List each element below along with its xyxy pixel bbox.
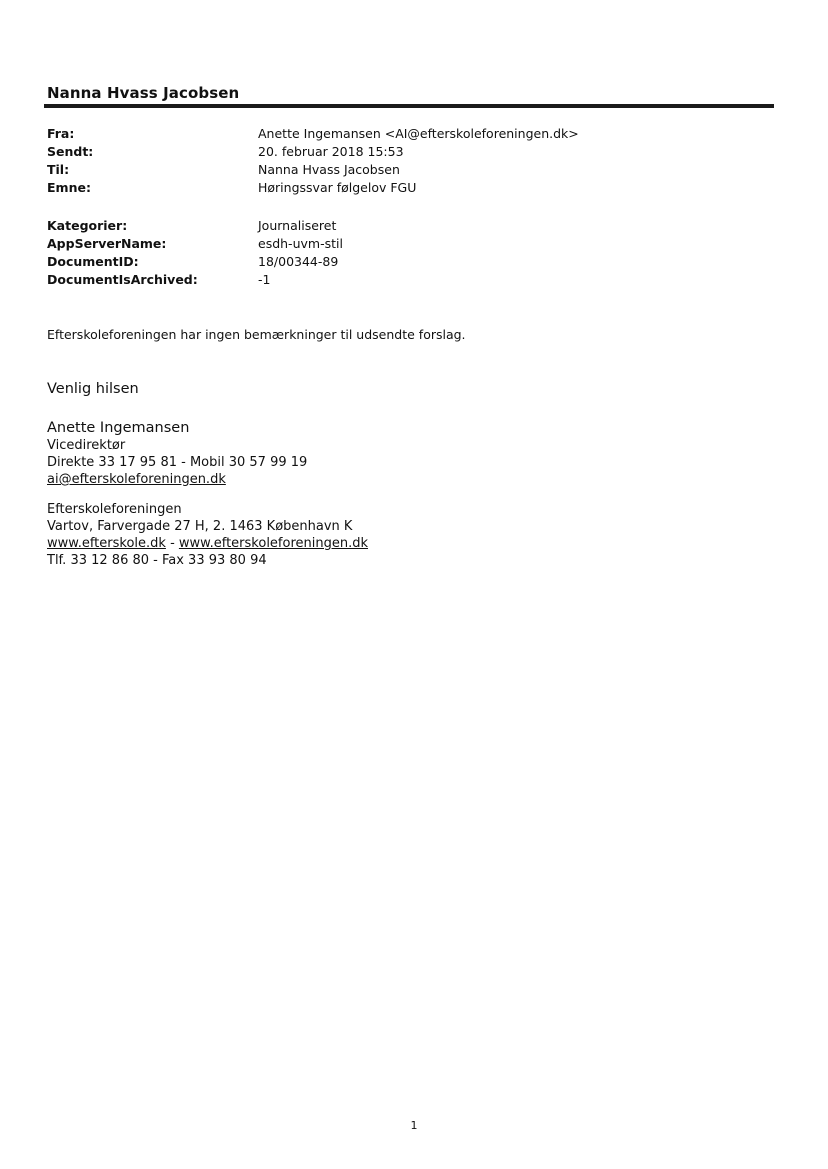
meta-label: Fra: — [47, 126, 75, 141]
signature-phone: Direkte 33 17 95 81 - Mobil 30 57 99 19 — [47, 455, 308, 470]
meta-value: 18/00344-89 — [258, 254, 339, 269]
website-link-efterskoleforeningen[interactable]: www.efterskoleforeningen.dk — [178, 536, 369, 551]
meta-label: Til: — [47, 162, 70, 177]
meta-value: Journaliseret — [258, 218, 337, 233]
link-separator: - — [165, 536, 179, 551]
email-property-fields — [47, 217, 343, 289]
signature-email-link[interactable]: ai@efterskoleforeningen.dk — [47, 472, 226, 487]
meta-label: AppServerName: — [47, 236, 167, 251]
signature-org-name: Efterskoleforeningen — [47, 502, 182, 517]
meta-row-from — [47, 125, 579, 143]
email-greeting: Venlig hilsen — [47, 381, 139, 397]
meta-row-appservername — [47, 235, 343, 253]
signature-title: Vicedirektør — [47, 438, 126, 453]
meta-row-documentisarchived — [47, 271, 343, 289]
page-number: 1 — [410, 1119, 418, 1132]
header-divider — [44, 104, 774, 108]
meta-label: Emne: — [47, 180, 91, 195]
email-header-fields — [47, 125, 579, 197]
meta-value: Nanna Hvass Jacobsen — [258, 162, 400, 177]
signature-links — [47, 535, 368, 552]
meta-label: DocumentIsArchived: — [47, 272, 198, 287]
meta-value: Anette Ingemansen <AI@efterskoleforeningen.dk> — [258, 126, 579, 141]
meta-value: -1 — [258, 272, 271, 287]
meta-label: DocumentID: — [47, 254, 139, 269]
meta-row-sent — [47, 143, 579, 161]
meta-row-to — [47, 161, 579, 179]
mailbox-owner-name: Nanna Hvass Jacobsen — [47, 84, 240, 102]
meta-row-categories — [47, 217, 343, 235]
meta-label: Sendt: — [47, 144, 94, 159]
meta-value: 20. februar 2018 15:53 — [258, 144, 404, 159]
meta-row-subject — [47, 179, 579, 197]
meta-label: Kategorier: — [47, 218, 128, 233]
signature-person — [47, 419, 307, 488]
signature-address: Vartov, Farvergade 27 H, 2. 1463 København K — [47, 519, 353, 534]
meta-value: esdh-uvm-stil — [258, 236, 343, 251]
meta-row-documentid — [47, 253, 343, 271]
website-link-efterskole[interactable]: www.efterskole.dk — [47, 536, 166, 551]
signature-organization — [47, 501, 368, 569]
signature-name: Anette Ingemansen — [47, 420, 190, 436]
meta-value: Høringssvar følgelov FGU — [258, 180, 417, 195]
email-body-message: Efterskoleforeningen har ingen bemærkninger til udsendte forslag. — [47, 327, 466, 342]
signature-tel-fax: Tlf. 33 12 86 80 - Fax 33 93 80 94 — [47, 553, 267, 568]
